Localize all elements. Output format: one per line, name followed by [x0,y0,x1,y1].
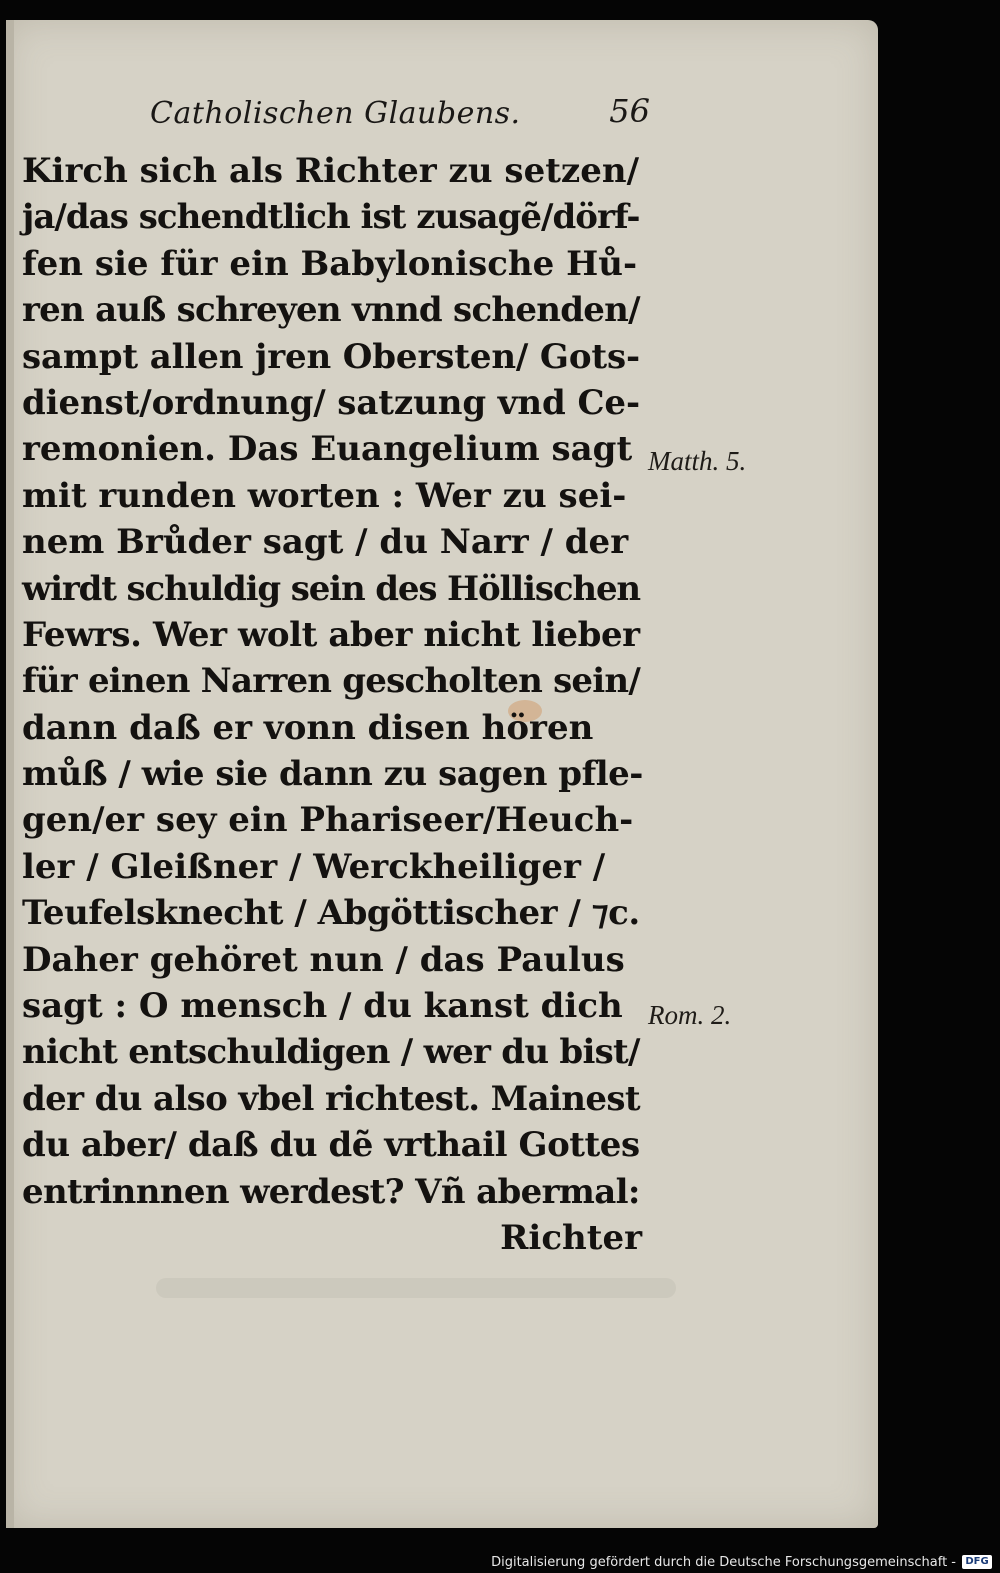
text-line: fen sie für ein Babylonische Hů- [22,243,638,284]
text-line: ja/das schendtlich ist zusagẽ/dörf- [22,197,640,238]
text-line: Teufelsknecht / Abgöttischer / ⁊c. [22,893,640,934]
page-number: 56 [609,92,650,130]
body-text [22,148,642,1261]
text-line: Kirch sich als Richter zu setzen/ [22,151,639,191]
text-line: Fewrs. Wer wolt aber nicht lieber [22,614,640,655]
dfg-logo: DFG [962,1555,992,1569]
footer-bar [0,1551,1000,1573]
text-line: entrinnnen werdest? Vñ abermal: [22,1171,640,1212]
text-line: ler / Gleißner / Werckheiliger / [22,846,606,887]
show-through-bleed [156,1278,676,1298]
catchword: Richter [500,1217,642,1258]
margin-note-romans: Rom. 2. [648,1000,732,1030]
text-line: remonien. Das Euangelium sagt [22,429,633,470]
text-line: sagt : O mensch / du kanst dich [22,986,623,1027]
footer-credit: Digitalisierung gefördert durch die Deutsche Forschungsgemeinschaft - [491,1555,956,1570]
text-line: der du also vbel richtest. Mainest [22,1078,640,1119]
page-gutter [6,20,14,1528]
margin-note-matthew: Matth. 5. [648,446,747,476]
text-line: můß / wie sie dann zu sagen pfle- [22,754,643,795]
text-line: Daher gehöret nun / das Paulus [22,939,625,980]
text-line: dienst/ordnung/ satzung vnd Ce- [22,382,640,423]
text-line: gen/er sey ein Phariseer/Heuch- [22,800,634,841]
text-line: sampt allen jren Obersten/ Gots- [22,336,640,377]
text-line: nem Brůder sagt / du Narr / der [22,522,629,563]
text-line: ren auß schreyen vnnd schenden/ [22,290,640,331]
text-line: du aber/ daß du dẽ vrthail Gottes [22,1125,640,1166]
text-line: für einen Narren gescholten sein/ [22,661,640,702]
text-line: nicht entschuldigen / wer du bist/ [22,1032,640,1073]
text-line: wirdt schuldig sein des Höllischen [22,568,641,609]
running-title: Catholischen Glaubens. [150,96,521,131]
text-line: mit runden worten : Wer zu sei- [22,475,627,516]
page-header [150,92,650,146]
text-line: dann daß er vonn disen hören [22,707,594,748]
